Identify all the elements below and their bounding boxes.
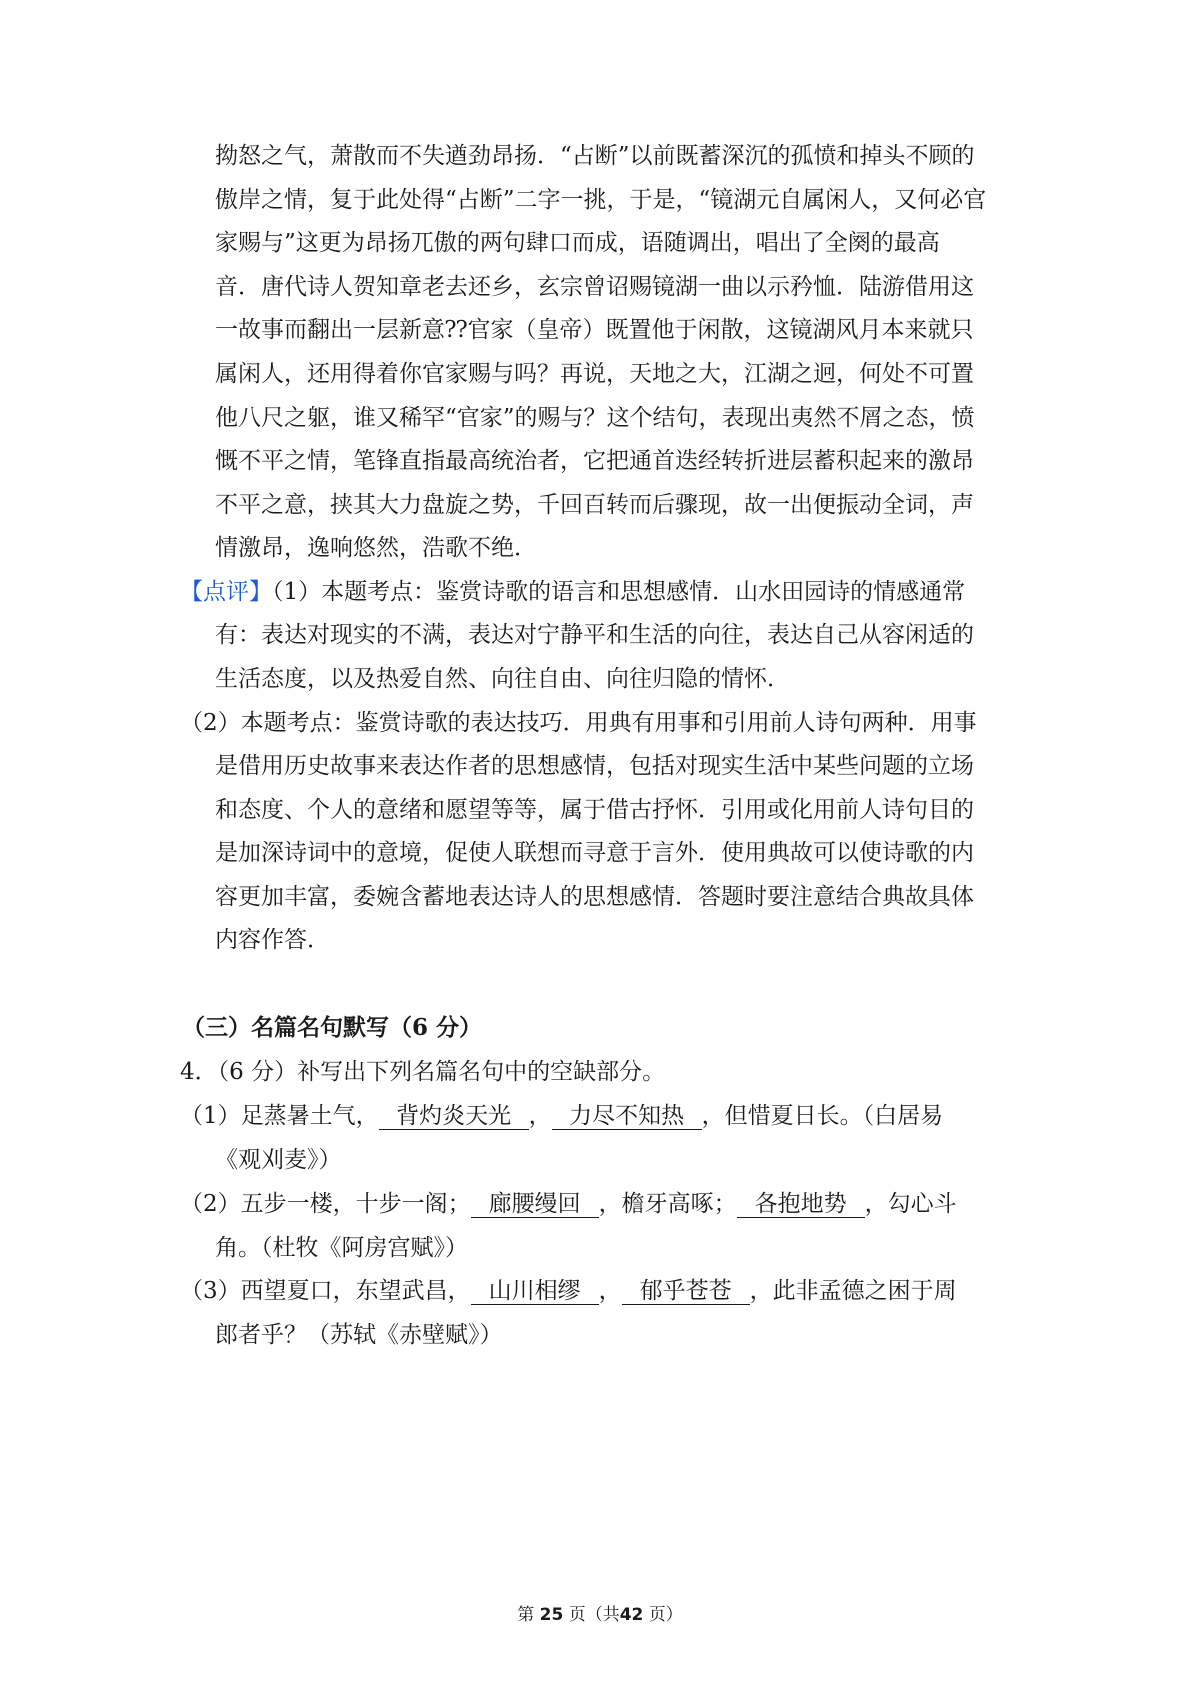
answer-blank: 背灼炎天光 <box>379 1103 529 1130</box>
question-4: 4．（6 分）补写出下列名篇名句中的空缺部分。 <box>180 1059 666 1085</box>
analysis-line: 他八尺之躯，谁又稀罕“官家”的赐与？这个结句，表现出夷然不屑之态，愤 <box>215 405 975 431</box>
fill-item-2 <box>180 1189 957 1219</box>
fill-item-source: 《观刈麦》） <box>215 1147 342 1173</box>
analysis-line: 情激昂，逸响悠然，浩歌不绝． <box>215 535 537 561</box>
fill-item-text: （1）足蒸暑土气， <box>180 1103 379 1129</box>
footer-suffix: 页） <box>648 1605 683 1625</box>
answer-blank: 郁乎苍苍 <box>622 1278 750 1305</box>
analysis-line: 一故事而翻出一层新意⁇官家（皇帝）既置他于闲散，这镜湖风月本来就只 <box>215 317 974 343</box>
fill-item-text: ，檐牙高啄； <box>598 1191 737 1217</box>
fill-item-3 <box>180 1276 957 1306</box>
fill-item-1 <box>180 1101 943 1131</box>
answer-blank: 各抱地势 <box>737 1191 865 1218</box>
fill-item-source: 角。（杜牧《阿房宫赋》） <box>215 1235 468 1261</box>
analysis-line: 属闲人，还用得着你官家赐与吗？再说，天地之大，江湖之迥，何处不可置 <box>215 361 974 387</box>
fill-item-text: ， <box>598 1278 622 1304</box>
review-line: 内容作答． <box>215 927 330 953</box>
review-line: 是加深诗词中的意境，促使人联想而寻意于言外．使用典故可以使诗歌的内 <box>215 840 974 866</box>
review-line: 是借用历史故事来表达作者的思想感情，包括对现实生活中某些问题的立场 <box>215 753 974 779</box>
fill-item-text: （2）五步一楼，十步一阁； <box>180 1191 471 1217</box>
fill-item-text: ， <box>528 1103 552 1129</box>
total-page-number: 42 <box>619 1605 644 1625</box>
answer-blank: 力尽不知热 <box>552 1103 702 1130</box>
page-footer <box>0 1604 1200 1626</box>
fill-item-text: （3）西望夏口，东望武昌， <box>180 1278 471 1304</box>
fill-item-source: 郎者乎？（苏轼《赤壁赋》） <box>215 1322 503 1348</box>
analysis-line: 音．唐代诗人贺知章老去还乡，玄宗曾诏赐镜湖一曲以示矜恤．陆游借用这 <box>215 274 974 300</box>
review-p1-first-text: （1）本题考点：鉴赏诗歌的语言和思想感情．山水田园诗的情感通常 <box>272 579 966 605</box>
section-heading: （三）名篇名句默写（6 分） <box>182 1014 483 1041</box>
fill-item-text: ，此非孟德之困于周 <box>749 1278 957 1304</box>
analysis-line: 傲岸之情，复于此处得“占断”二字一挑，于是，“镜湖元自属闲人，又何必官 <box>215 187 987 213</box>
review-paragraph-2-first: （2）本题考点：鉴赏诗歌的表达技巧．用典有用事和引用前人诗句两种．用事 <box>180 710 977 736</box>
fill-item-text: ，勾心斗 <box>864 1191 957 1217</box>
analysis-line: 慨不平之情，笔锋直指最高统治者，它把通首迭经转折进层蓄积起来的激昂 <box>215 448 974 474</box>
analysis-line: 拗怒之气，萧散而不失遒劲昂扬．“占断”以前既蓄深沉的孤愤和掉头不顾的 <box>215 143 975 169</box>
answer-blank: 廊腰缦回 <box>471 1191 599 1218</box>
review-line: 有：表达对现实的不满，表达对宁静平和生活的向往，表达自己从容闲适的 <box>215 622 974 648</box>
review-line: 容更加丰富，委婉含蓄地表达诗人的思想感情．答题时要注意结合典故具体 <box>215 884 974 910</box>
review-paragraph-1-first <box>180 577 965 607</box>
current-page-number: 25 <box>539 1605 564 1625</box>
footer-prefix: 第 <box>517 1605 535 1625</box>
footer-middle: 页（共 <box>568 1605 620 1625</box>
review-tag: 【点评】 <box>180 579 272 605</box>
review-line: 和态度、个人的意绪和愿望等等，属于借古抒怀．引用或化用前人诗句目的 <box>215 797 974 823</box>
analysis-line: 家赐与”这更为昂扬兀傲的两句肆口而成，语随调出，唱出了全阕的最高 <box>215 230 940 256</box>
fill-item-text: ，但惜夏日长。（白居易 <box>701 1103 944 1129</box>
answer-blank: 山川相缪 <box>471 1278 599 1305</box>
review-line: 生活态度，以及热爱自然、向往自由、向往归隐的情怀． <box>215 666 790 692</box>
analysis-line: 不平之意，挟其大力盘旋之势，千回百转而后骤现，故一出便振动全词，声 <box>215 492 974 518</box>
